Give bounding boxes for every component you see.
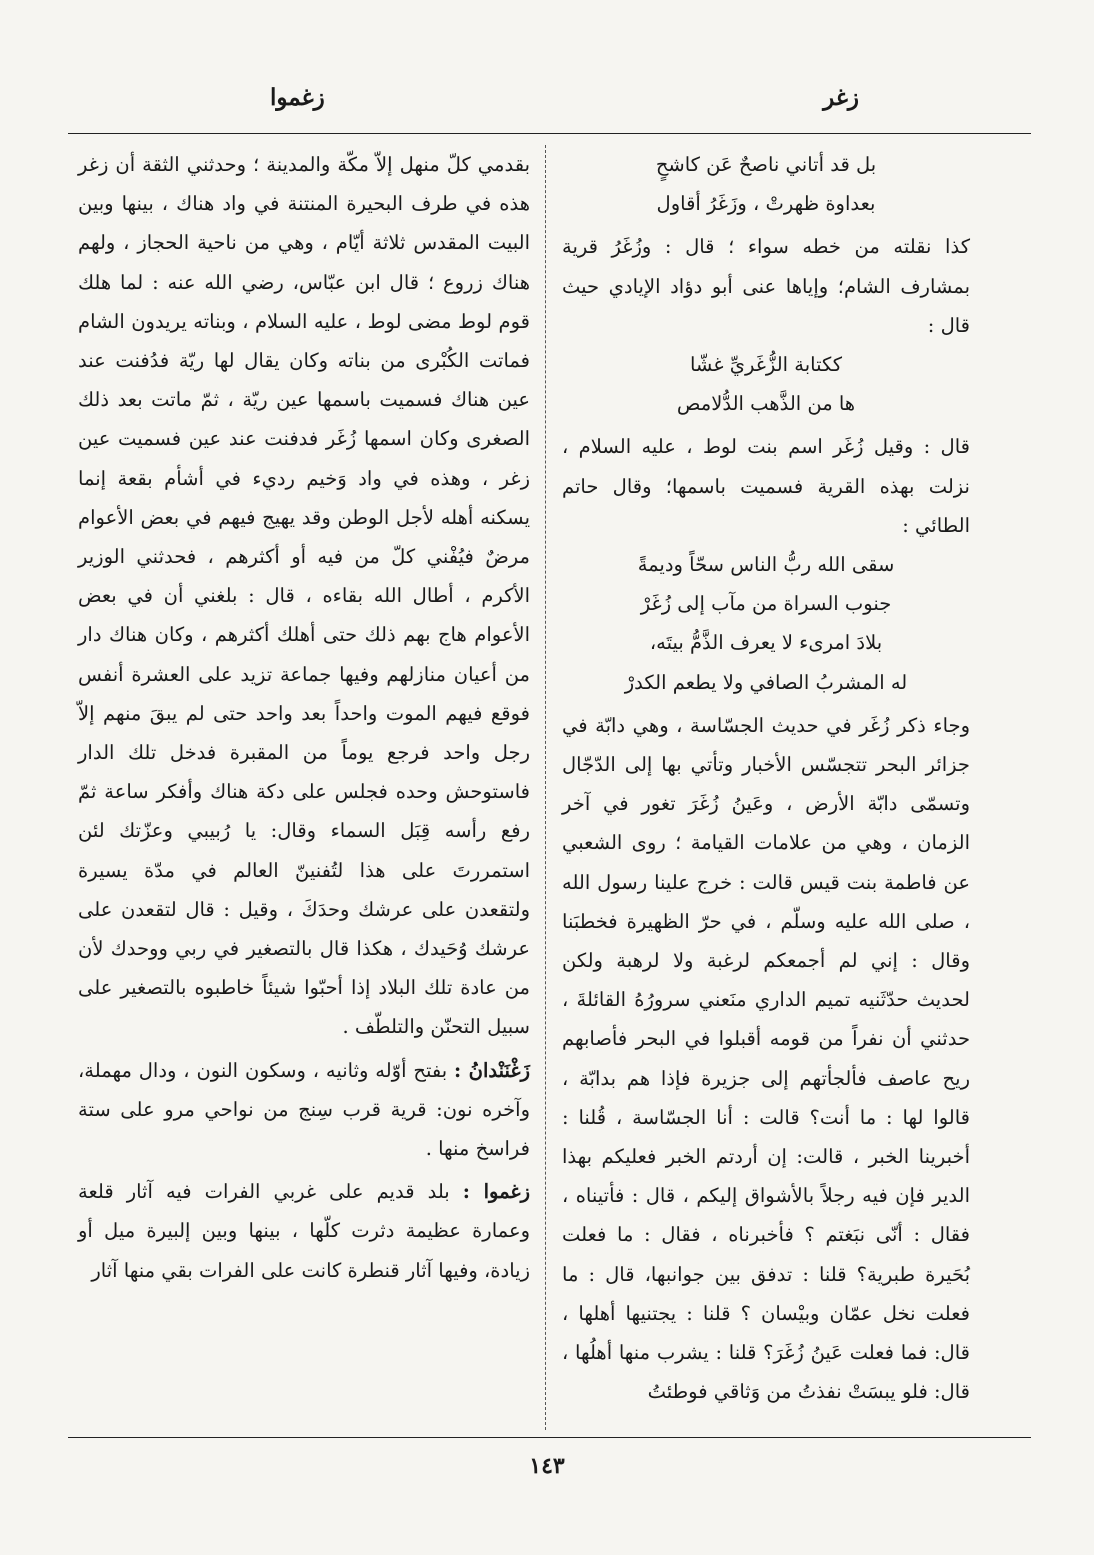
entry (78, 1051, 530, 1169)
header-headword-right: زغر (823, 84, 859, 111)
verse-line: سقى الله ربُّ الناس سحّاً وديمةً (637, 553, 895, 577)
entry (78, 1172, 530, 1290)
entry-headword: زَغْنَنْدانُ : (454, 1058, 531, 1082)
verse-line: بعداوة ظهرتْ ، وزَغَرُ أقاول (656, 192, 876, 216)
entry-headword: زغموا : (462, 1180, 530, 1204)
paragraph: قال : وقيل زُغَر اسم بنت لوط ، عليه السلام ، نزلت بهذه القرية فسميت باسمها؛ وقال حاتم الطائي : (562, 435, 970, 537)
page-number: ١٤٣ (529, 1453, 565, 1479)
verse-line: بلادَ امرىء لا يعرف الذَّمُّ بيتَه، (649, 631, 883, 655)
paragraph: كذا نقلته من خطه سواء ؛ قال : وزُغَرُ قرية بمشارف الشام؛ وإياها عنى أبو دؤاد الإيادي حيث قال : (562, 235, 970, 337)
right-column (562, 145, 970, 1412)
entry-text: بفتح أوّله وثانيه ، وسكون النون ، ودال مهملة، وآخره نون: قرية قرب سِنج من نواحي مرو على ستة فراسخ منها . (78, 1058, 530, 1161)
verse-line: ككتابة الزُّغَريِّ غشّا (689, 353, 843, 377)
entry-text: بلد قديم على غربي الفرات فيه آثار قلعة وعمارة عظيمة دثرت كلّها ، بينها وبين إلبيرة ميل أو زيادة، وفيها آثار قنطرة كانت على الفرات بقي منها آثار (78, 1180, 530, 1282)
verse-line: ها من الذَّهب الدُّلامص (676, 392, 856, 416)
verse-line: جنوب السراة من مآب إلى زُغَرْ (640, 592, 892, 616)
verse-line: بل قد أتاني ناصحٌ عَن كاشحٍ (655, 153, 877, 176)
header-rule (68, 133, 1031, 134)
header-headword-left: زغموا (270, 84, 325, 111)
column-divider (545, 145, 546, 1430)
left-column (78, 145, 530, 1290)
footer-rule (68, 1437, 1031, 1438)
paragraph: وجاء ذكر زُغَر في حديث الجسّاسة ، وهي دابّة في جزائر البحر تتجسّس الأخبار وتأتي بها إلى الدّجّال وتسمّى دابّة الأرض ، وعَينُ زُغَرَ تغور في آخر الزمان ، وهي من علامات القيامة ؛ روى الشعبي عن فاطمة بنت قيس قالت : خرج علينا رسول الله ، صلى الله عليه وسلّم ، في حرّ الظهيرة فخطبَنا وقال : إني لم أجمعكم لرغبة ولا لرهبة ولكن لحديث حدّثَنيه تميم الداري منَعني سرورُهُ القائلةَ ، حدثني أن نفراً من قومه أقبلوا في البحر فأصابهم ريح عاصف فألجأتهم إلى جزيرة فإذا هم بدابّة ، قالوا لها : ما أنت؟ قالت : أنا الجسّاسة ، قُلنا : أخبرينا الخبر ، قالت: إن أردتم الخبر فعليكم بهذا الدير فإن فيه رجلاً بالأشواق إليكم ، قال : فأتيناه ، فقال : أنّى نبَغتم ؟ فأخبرناه ، فقال : ما فعلت بُحَيرة طبرية؟ قلنا : تدفق بين جوانبها، قال : ما فعلت نخل عمّان وبيْسان ؟ قلنا : يجتنيها أهلها ، قال: فما فعلت عَينُ زُغَرَ؟ قلنا : يشرب منها أهلُها ، قال: فلو يبسَتْ نفذتُ من وَثاقي فوطئتُ (562, 713, 970, 1404)
verse-line: له المشربُ الصافي ولا يطعم الكدرْ (624, 670, 908, 694)
paragraph: بقدمي كلّ منهل إلاّ مكّة والمدينة ؛ وحدثني الثقة أن زغر هذه في طرف البحيرة المنتنة في واد هناك ، بينها وبين البيت المقدس ثلاثة أيّام ، وهي من ناحية الحجاز ، ولهم هناك زروع ؛ قال ابن عبّاس، رضي الله عنه : لما هلك قوم لوط مضى لوط ، عليه السلام ، وبناته يريدون الشام فماتت الكُبْرى من بناته وكان يقال لها ريّة فدُفنت عند عين هناك فسميت باسمها عين ريّة ، ثمّ ماتت بعد ذلك الصغرى وكان اسمها زُغَر فدفنت عند عين فسميت عين زغر ، وهذه في واد وَخيم رديء في أشأم بقعة إنما يسكنه أهله لأجل الوطن وقد يهيج فيهم في بعض الأعوام مرضٌ فيُفْني كلّ من فيه أو أكثرهم ، فحدثني الوزير الأكرم ، أطال الله بقاءه ، قال : بلغني أن في بعض الأعوام هاج بهم ذلك حتى أهلك أكثرهم ، وكان هناك دار من أعيان منازلهم وفيها جماعة تزيد على العشرة أنفس فوقع فيهم الموت واحداً بعد واحد حتى لم يبقَ منهم إلاّ رجل واحد فرجع يوماً من المقبرة فدخل تلك الدار فاستوحش وحده فجلس على دكة هناك وأفكر ساعة ثمّ رفع رأسه قِبَل السماء وقال: يا رُبيبي وعزّتك لئن استمررتَ على هذا لتُفنينّ العالم في مدّة يسيرة ولتقعدن على عرشك وحدَكَ ، وقيل : قال لتقعدن على عرشك وُحَيدك ، هكذا قال بالتصغير في ربي ووحدك لأن من عادة تلك البلاد إذا أحبّوا شيئاً خاطبوه بالتصغير على سبيل التحنّن والتلطّف . (78, 153, 530, 1039)
